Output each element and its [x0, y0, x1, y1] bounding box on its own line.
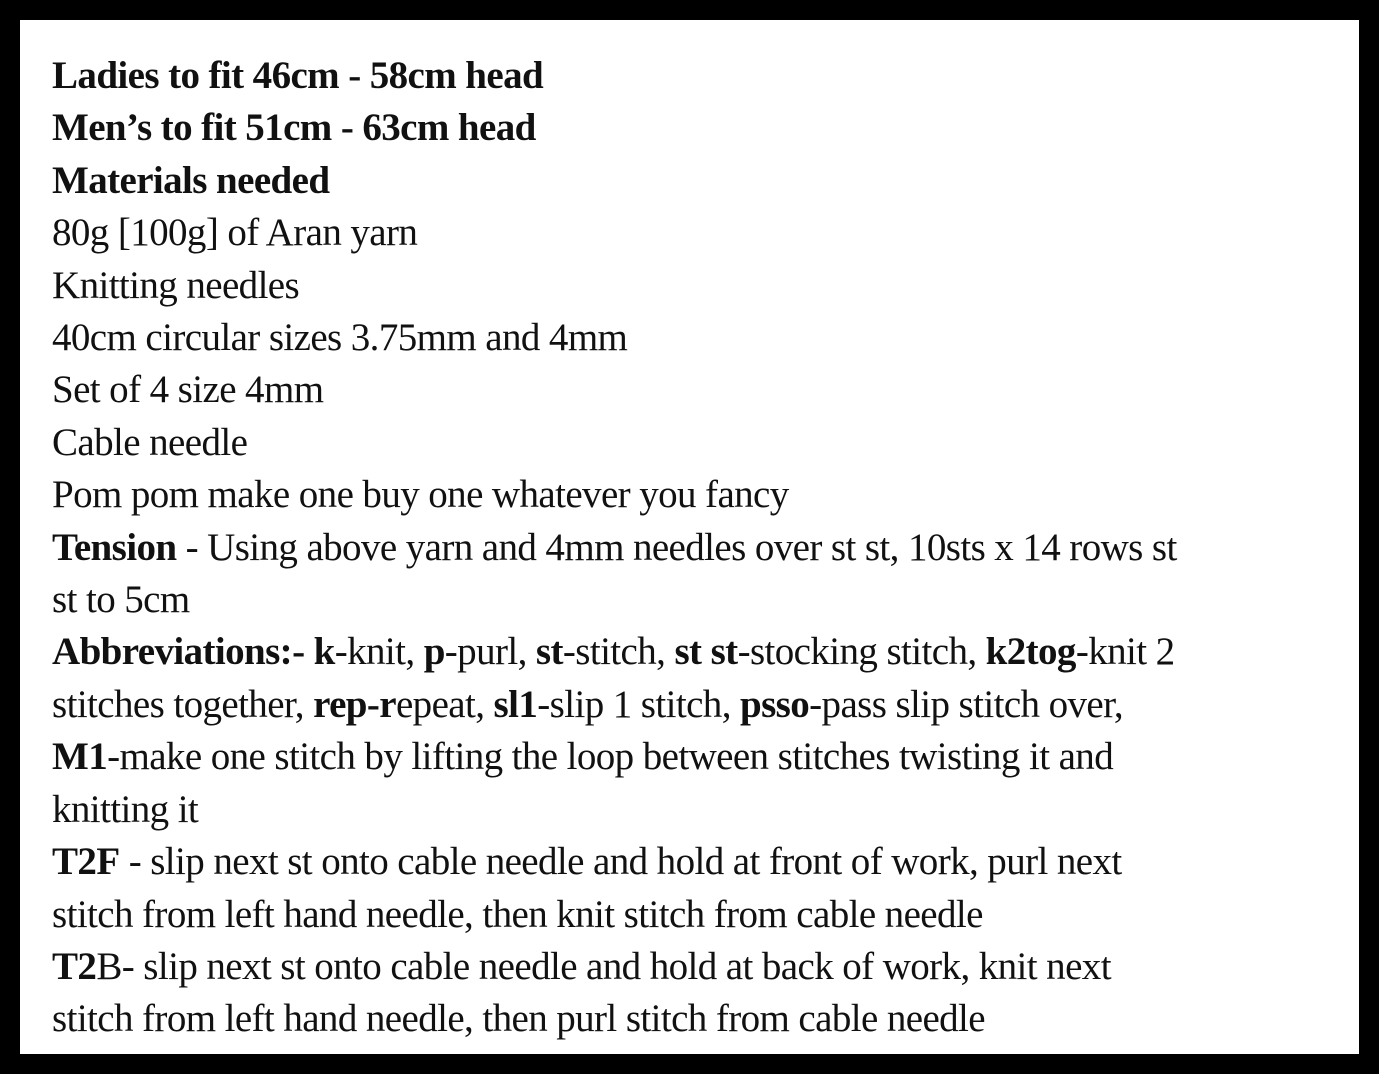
- material-item: 40cm circular sizes 3.75mm and 4mm: [52, 316, 628, 360]
- abbreviations-label: Abbreviations:-: [52, 630, 305, 674]
- t2b-line-1: T2B- slip next st onto cable needle and hold at back of work, knit next: [52, 944, 1111, 988]
- t2f-line-1: T2F - slip next st onto cable needle and hold at front of work, purl next: [52, 840, 1122, 884]
- materials-heading: Materials needed: [52, 158, 330, 202]
- abbreviations-line-1: Abbreviations:- k-knit, p-purl, st-stitch, st st-stocking stitch, k2tog-knit 2: [52, 630, 1175, 674]
- ladies-size-line: Ladies to fit 46cm - 58cm head: [52, 54, 544, 97]
- tension-line: Tension - Using above yarn and 4mm needles over st st, 10sts x 14 rows st: [52, 525, 1177, 569]
- abbreviations-line-2: stitches together, rep-repeat, sl1-slip 1 stitch, psso-pass slip stitch over,: [52, 682, 1124, 726]
- pattern-text: [52, 50, 1342, 1046]
- t2f-line-2: stitch from left hand needle, then knit stitch from cable needle: [52, 892, 983, 936]
- material-item: 80g [100g] of Aran yarn: [52, 211, 418, 255]
- material-item: Knitting needles: [52, 263, 300, 307]
- material-item: Set of 4 size 4mm: [52, 368, 324, 412]
- mens-size-line: Men’s to fit 51cm - 63cm head: [52, 106, 536, 150]
- tension-label: Tension: [52, 525, 177, 569]
- m1-line-1: M1-make one stitch by lifting the loop between stitches twisting it and: [52, 735, 1114, 779]
- t2b-line-2: stitch from left hand needle, then purl stitch from cable needle: [52, 997, 986, 1041]
- page-frame: [20, 20, 1359, 1054]
- material-item: Pom pom make one buy one whatever you fancy: [52, 473, 789, 517]
- tension-line-2: st to 5cm: [52, 578, 190, 622]
- m1-line-2: knitting it: [52, 787, 199, 831]
- material-item: Cable needle: [52, 420, 248, 464]
